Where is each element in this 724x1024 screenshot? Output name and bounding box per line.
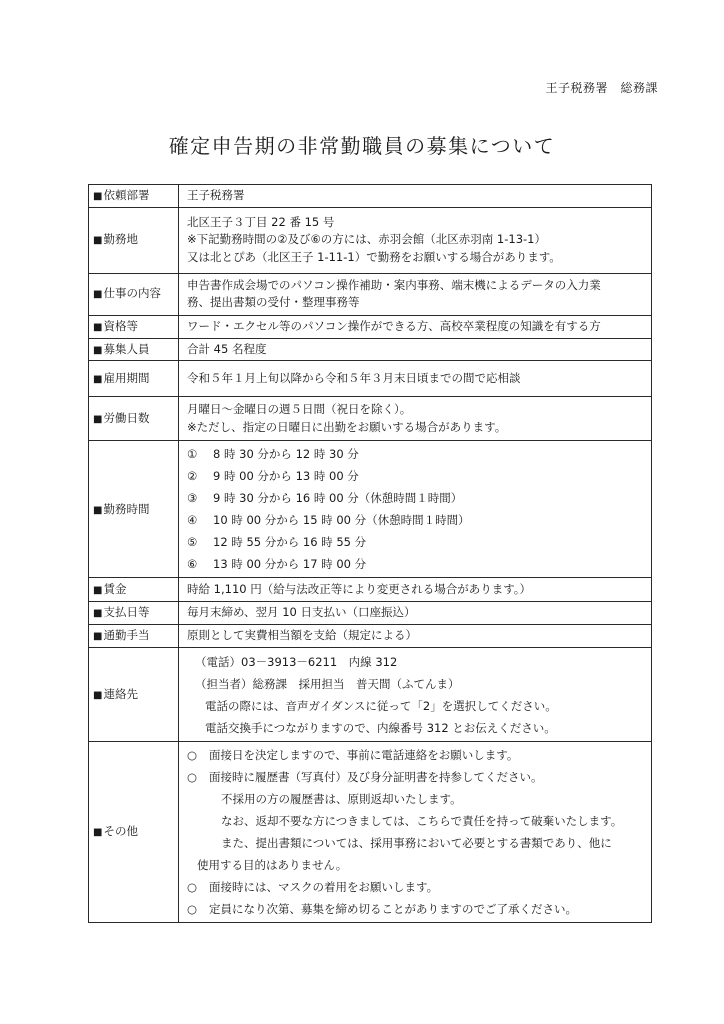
- value-qual: ワード・エクセル等のパソコン操作ができる方、高校卒業程度の知識を有する方: [187, 318, 601, 333]
- row-qual: [89, 315, 652, 338]
- label-work: ■ 仕事の内容: [89, 273, 179, 315]
- value-days-line: 月曜日～金曜日の週５日間（祝日を除く）。: [187, 402, 412, 417]
- other-item-cont: 使用する目的はありません。: [197, 858, 348, 873]
- label-wage: ■ 賃金: [89, 578, 179, 602]
- hours-number: ④: [187, 513, 198, 528]
- hours-item: [187, 509, 643, 531]
- row-location: [89, 207, 652, 273]
- hours-text: 9 時 30 分から 16 時 00 分（休憩時間１時間）: [213, 491, 463, 506]
- label-payday: ■ 支払日等: [89, 602, 179, 625]
- other-item: ○ 面接日を決定しますので、事前に電話連絡をお願いします。: [187, 744, 643, 766]
- value-dept: 王子税務署: [187, 188, 245, 202]
- value-location-line: ※下記勤務時間の②及び⑥の方には、赤羽会館（北区赤羽南 1-13-1）: [187, 232, 546, 247]
- other-item-cont: また、提出書類については、採用事務において必要とする書類であり、他に: [221, 836, 612, 851]
- hours-text: 8 時 30 分から 12 時 30 分: [213, 447, 359, 462]
- label-period: ■ 雇用期間: [89, 361, 179, 397]
- document-title: 確定申告期の非常勤職員の募集について: [168, 134, 556, 158]
- row-count: [89, 338, 652, 361]
- row-other: [89, 742, 652, 923]
- hours-item: [187, 553, 643, 575]
- hours-text: 13 時 00 分から 17 時 00 分: [213, 557, 367, 572]
- value-work-line: 申告書作成会場でのパソコン操作補助・案内事務、端末機によるデータの入力業: [187, 277, 601, 292]
- row-dept: [89, 185, 652, 208]
- recruitment-info-table: [88, 184, 652, 923]
- row-days: [89, 397, 652, 441]
- value-commute: 原則として実費相当額を支給（規定による）: [187, 628, 417, 643]
- row-payday: [89, 602, 652, 625]
- other-item: ○ 定員になり次第、募集を締め切ることがありますのでご了承ください。: [187, 898, 643, 920]
- hours-number: ⑤: [187, 535, 198, 550]
- label-days: ■ 労働日数: [89, 397, 179, 441]
- other-item-cont: 不採用の方の履歴書は、原則返却いたします。: [221, 792, 462, 807]
- value-days-line: ※ただし、指定の日曜日に出勤をお願いする場合があります。: [187, 419, 507, 434]
- label-other: ■ その他: [89, 742, 179, 923]
- hours-number: ③: [187, 491, 198, 506]
- label-commute: ■ 通勤手当: [89, 625, 179, 648]
- circle-bullet: ○: [187, 748, 198, 763]
- other-item: ○ 面接時には、マスクの着用をお願いします。: [187, 876, 643, 898]
- hours-item: [187, 443, 643, 465]
- label-count: ■ 募集人員: [89, 338, 179, 361]
- value-work-line: 務、提出書類の受付・整理事務等: [187, 295, 360, 310]
- value-location-line: 又は北とぴあ（北区王子 1-11-1）で勤務をお願いする場合があります。: [187, 250, 561, 265]
- hours-number: ①: [187, 447, 198, 462]
- value-location-line: 北区王子３丁目 22 番 15 号: [187, 214, 335, 229]
- contact-phone: （電話）03－3913－6211 内線 312: [195, 654, 398, 669]
- hours-item: [187, 531, 643, 553]
- row-work: [89, 273, 652, 315]
- contact-person: （担当者）総務課 採用担当 普天間（ふてんま）: [195, 676, 460, 691]
- value-payday: 毎月末締め、翌月 10 日支払い（口座振込）: [187, 605, 416, 620]
- value-count: 合計 45 名程度: [187, 341, 267, 356]
- label-dept: ■ 依頼部署: [89, 185, 179, 208]
- row-commute: [89, 625, 652, 648]
- hours-text: 9 時 00 分から 13 時 00 分: [213, 469, 359, 484]
- circle-bullet: ○: [187, 880, 198, 895]
- row-period: [89, 361, 652, 397]
- circle-bullet: ○: [187, 770, 198, 785]
- contact-note: 電話交換手につながりますので、内線番号 312 とお伝えください。: [205, 720, 556, 735]
- row-wage: [89, 578, 652, 602]
- hours-number: ②: [187, 469, 198, 484]
- label-qual: ■ 資格等: [89, 315, 179, 338]
- hours-item: [187, 487, 643, 509]
- row-contact: [89, 648, 652, 742]
- label-hours: ■ 勤務時間: [89, 441, 179, 578]
- department-label: 王子税務署 総務課: [545, 81, 658, 95]
- hours-text: 10 時 00 分から 15 時 00 分（休憩時間１時間）: [213, 513, 470, 528]
- value-wage: 時給 1,110 円（給与法改正等により変更される場合があります。）: [187, 582, 532, 597]
- hours-text: 12 時 55 分から 16 時 55 分: [213, 535, 367, 550]
- label-contact: ■ 連絡先: [89, 648, 179, 742]
- contact-note: 電話の際には、音声ガイダンスに従って「2」を選択してください。: [205, 698, 557, 713]
- hours-number: ⑥: [187, 557, 198, 572]
- other-item-cont: なお、返却不要な方につきましては、こちらで責任を持って破棄いたします。: [221, 814, 623, 829]
- label-location: ■ 勤務地: [89, 207, 179, 273]
- row-hours: [89, 441, 652, 578]
- other-item: ○ 面接時に履歴書（写真付）及び身分証明書を持参してください。: [187, 766, 643, 788]
- hours-item: [187, 465, 643, 487]
- value-period: 令和５年１月上旬以降から令和５年３月末日頃までの間で応相談: [187, 371, 521, 386]
- circle-bullet: ○: [187, 902, 198, 917]
